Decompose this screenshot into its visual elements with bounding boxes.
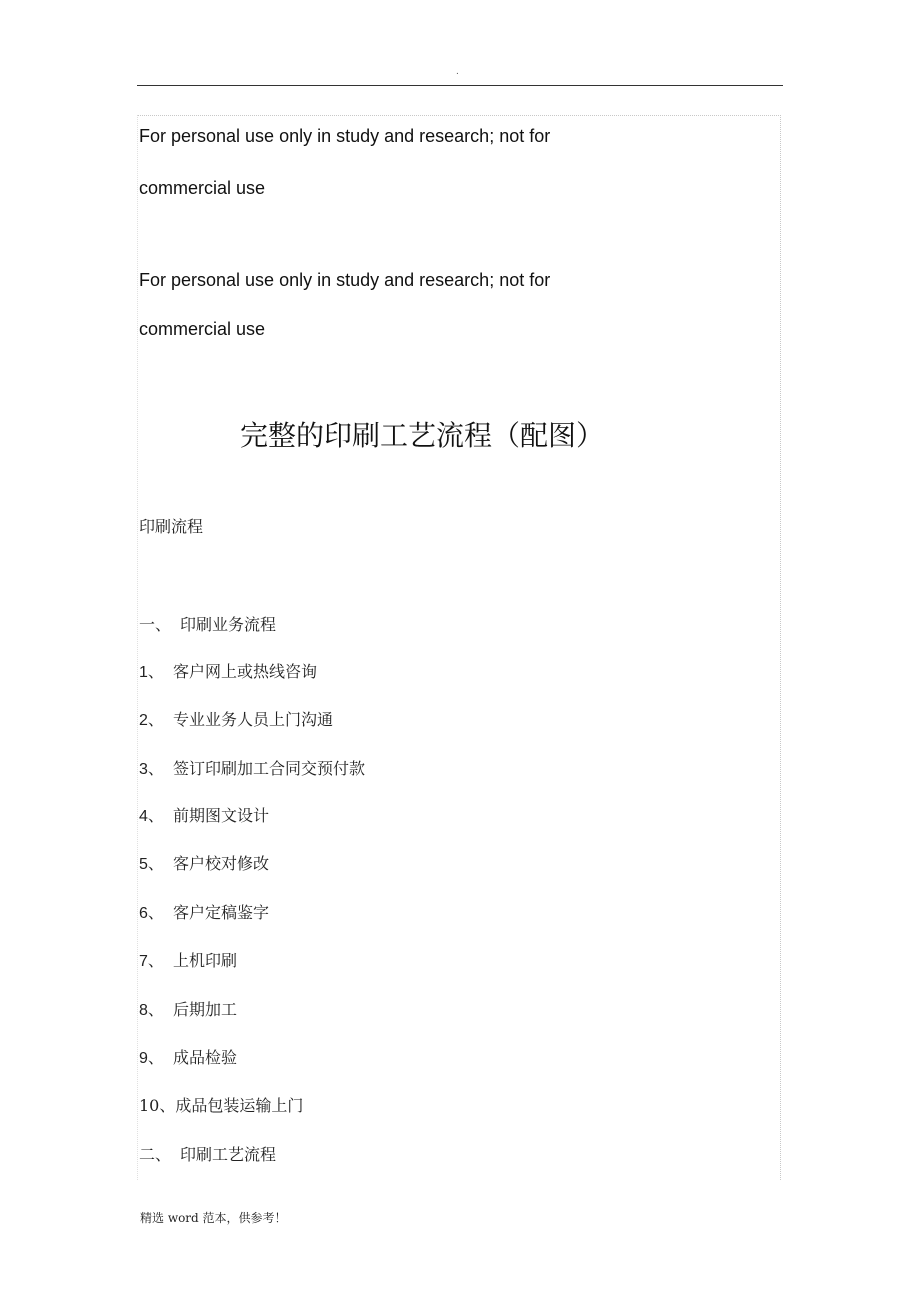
list-item-number: 7、 xyxy=(139,953,164,970)
list-item-text: 客户网上或热线咨询 xyxy=(173,662,318,681)
header-rule xyxy=(137,85,783,86)
list-item-number: 10、 xyxy=(139,1096,176,1115)
list-item xyxy=(139,900,269,923)
section-heading-text: 印刷工艺流程 xyxy=(180,1145,277,1164)
list-item-text: 成品包装运输上门 xyxy=(175,1096,304,1115)
notice-line-2: commercial use xyxy=(139,178,266,198)
list-item-number: 9、 xyxy=(139,1050,164,1067)
list-item-text: 签订印刷加工合同交预付款 xyxy=(173,759,366,778)
section-number: 二、 xyxy=(139,1145,172,1164)
list-item-number: 2、 xyxy=(139,712,164,729)
list-item-number: 8、 xyxy=(139,1002,164,1019)
document-title: 完整的印刷工艺流程（配图） xyxy=(240,419,605,452)
notice-line-1: For personal use only in study and research; not for xyxy=(139,126,551,146)
list-item-text: 客户校对修改 xyxy=(173,854,270,873)
list-item-text: 后期加工 xyxy=(173,1000,238,1019)
header-mark: . xyxy=(456,66,459,77)
footer-note: 精选 word 范本，供参考！ xyxy=(140,1211,287,1225)
list-item xyxy=(139,1093,303,1116)
list-item-text: 专业业务人员上门沟通 xyxy=(173,710,334,729)
notice-line-3: For personal use only in study and research; not for xyxy=(139,270,551,290)
list-item-number: 5、 xyxy=(139,856,164,873)
list-item xyxy=(139,997,237,1020)
list-item xyxy=(139,1045,237,1068)
section-number: 一、 xyxy=(139,615,172,634)
list-item xyxy=(139,948,237,971)
list-item-number: 6、 xyxy=(139,905,164,922)
list-item xyxy=(139,707,333,730)
list-item-number: 3、 xyxy=(139,761,164,778)
section-heading-2 xyxy=(139,1142,276,1165)
section-heading-1 xyxy=(139,612,276,635)
list-item-text: 客户定稿鉴字 xyxy=(173,903,270,922)
notice-line-4: commercial use xyxy=(139,319,266,339)
list-item xyxy=(139,659,317,682)
list-item xyxy=(139,803,269,826)
list-item-text: 上机印刷 xyxy=(173,951,238,970)
document-subtitle: 印刷流程 xyxy=(139,517,204,536)
list-item xyxy=(139,756,365,779)
list-item xyxy=(139,851,269,874)
list-item-number: 4、 xyxy=(139,808,164,825)
section-heading-text: 印刷业务流程 xyxy=(180,615,277,634)
list-item-number: 1、 xyxy=(139,664,164,681)
list-item-text: 成品检验 xyxy=(173,1048,238,1067)
list-item-text: 前期图文设计 xyxy=(173,806,270,825)
